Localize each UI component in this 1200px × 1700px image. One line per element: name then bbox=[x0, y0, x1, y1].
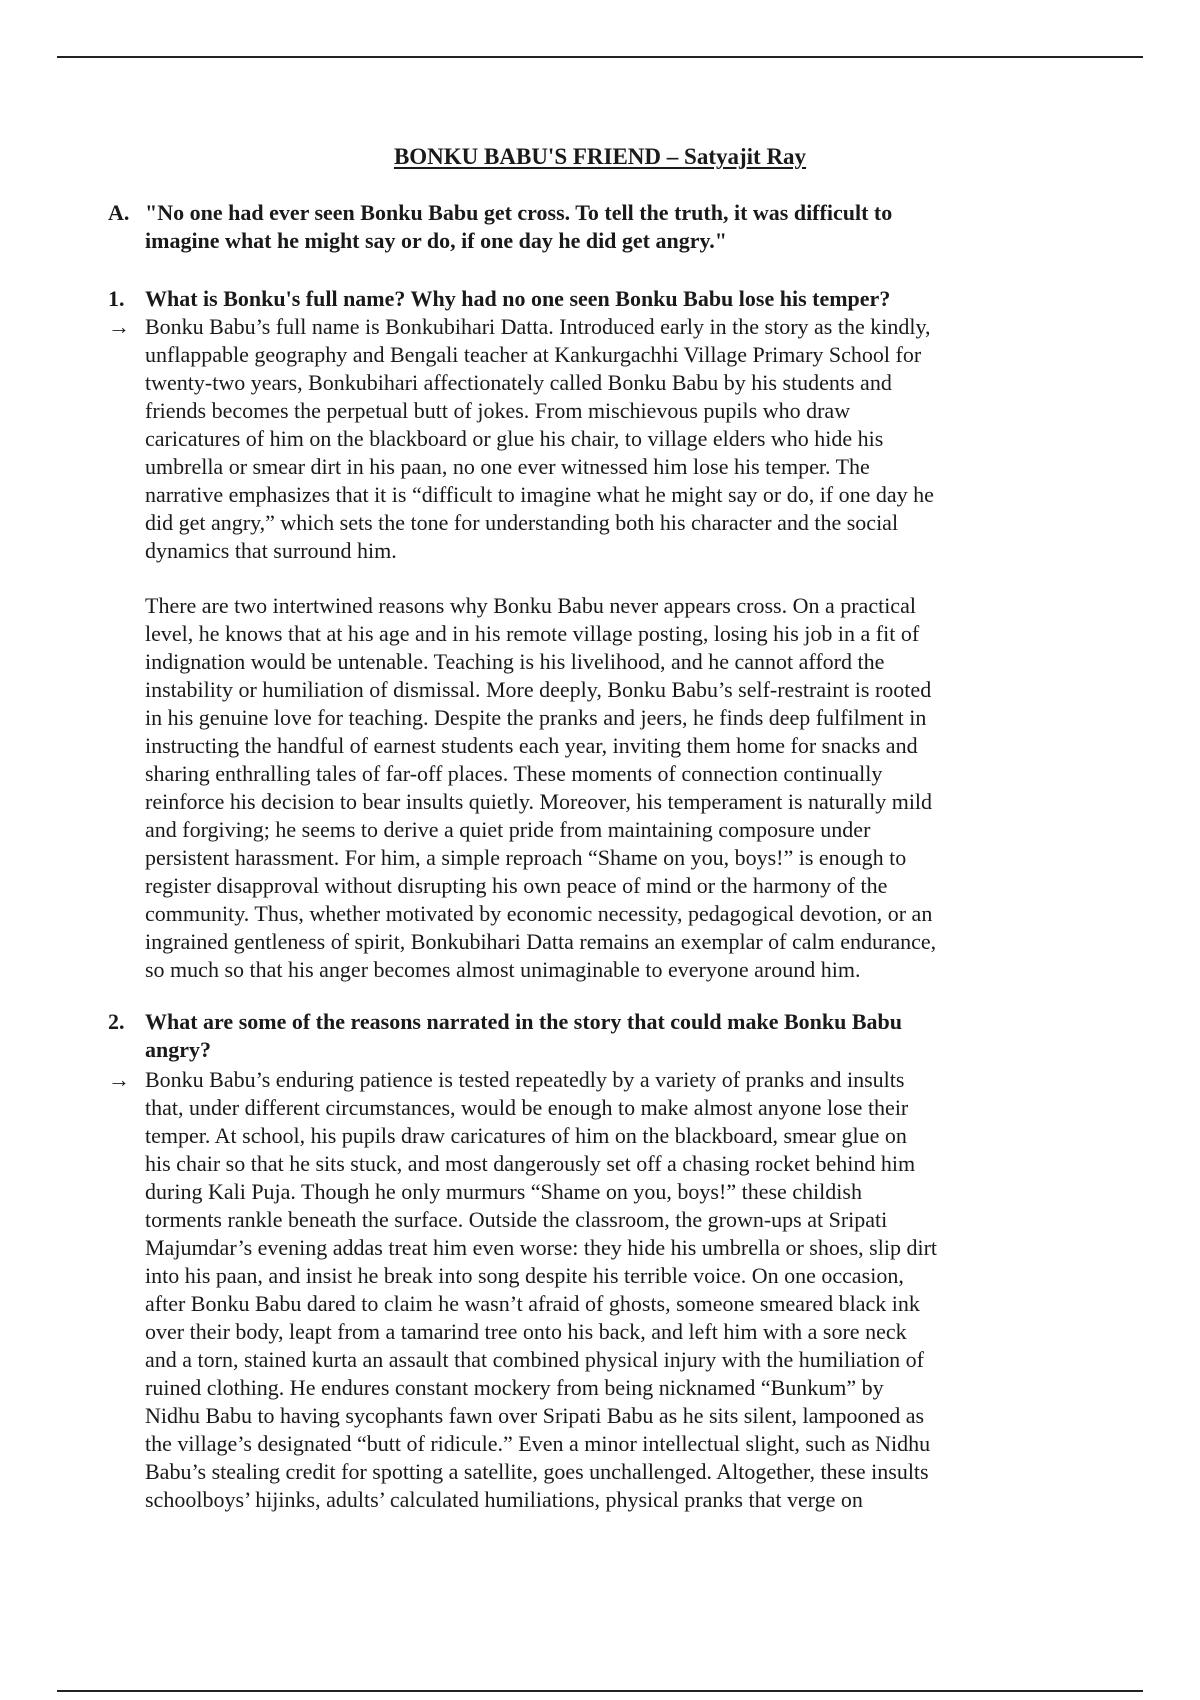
answer-line: and forgiving; he seems to derive a quiet pride from maintaining composure under bbox=[145, 817, 871, 842]
question-2-text: angry? bbox=[145, 1037, 211, 1062]
answer-line: the village’s designated “butt of ridicule.” Even a minor intellectual slight, such as Nidhu bbox=[145, 1431, 931, 1456]
answer-arrow-icon: → bbox=[108, 314, 130, 339]
answer-line: persistent harassment. For him, a simple reproach “Shame on you, boys!” is enough to bbox=[145, 845, 907, 870]
section-a-marker: A. bbox=[108, 200, 130, 225]
question-1-text: What is Bonku's full name? Why had no one seen Bonku Babu lose his temper? bbox=[145, 286, 891, 311]
answer-line: indignation would be untenable. Teaching is his livelihood, and he cannot afford the bbox=[145, 649, 885, 674]
answer-line: ingrained gentleness of spirit, Bonkubihari Datta remains an exemplar of calm endurance, bbox=[145, 929, 937, 954]
answer-line: Bonku Babu’s enduring patience is tested repeatedly by a variety of pranks and insults bbox=[145, 1067, 905, 1092]
answer-line: instability or humiliation of dismissal. More deeply, Bonku Babu’s self-restraint is rooted bbox=[145, 677, 932, 702]
answer-line: temper. At school, his pupils draw caricatures of him on the blackboard, smear glue on bbox=[145, 1123, 907, 1148]
answer-line: Bonku Babu’s full name is Bonkubihari Datta. Introduced early in the story as the kindly, bbox=[145, 314, 931, 339]
answer-line: so much so that his anger becomes almost unimaginable to everyone around him. bbox=[145, 957, 861, 982]
answer-line: into his paan, and insist he break into song despite his terrible voice. On one occasion, bbox=[145, 1263, 904, 1288]
question-1 bbox=[108, 285, 1065, 313]
answer-line: reinforce his decision to bear insults quietly. Moreover, his temperament is naturally mild bbox=[145, 789, 933, 814]
answer-line: Majumdar’s evening addas treat him even worse: they hide his umbrella or shoes, slip dirt bbox=[145, 1235, 938, 1260]
answer-line: There are two intertwined reasons why Bonku Babu never appears cross. On a practical bbox=[145, 593, 916, 618]
question-2-number: 2. bbox=[108, 1009, 125, 1034]
answer-2-paragraph bbox=[108, 1066, 1065, 1514]
document-title: BONKU BABU'S FRIEND – Satyajit Ray bbox=[393, 144, 807, 169]
answer-line: register disapproval without disrupting his own peace of mind or the harmony of the bbox=[145, 873, 888, 898]
answer-1-paragraph-1 bbox=[108, 313, 1065, 565]
answer-line: Babu’s stealing credit for spotting a satellite, goes unchallenged. Altogether, these insults bbox=[145, 1459, 929, 1484]
answer-line: during Kali Puja. Though he only murmurs “Shame on you, boys!” these childish bbox=[145, 1179, 862, 1204]
question-2 bbox=[108, 1008, 1065, 1064]
bottom-rule bbox=[57, 1690, 1143, 1692]
answer-1-paragraph-2 bbox=[145, 592, 1065, 984]
answer-line: after Bonku Babu dared to claim he wasn’t afraid of ghosts, someone smeared black ink bbox=[145, 1291, 920, 1316]
answer-line: ruined clothing. He endures constant mockery from being nicknamed “Bunkum” by bbox=[145, 1375, 884, 1400]
section-a-line: imagine what he might say or do, if one day he did get angry." bbox=[145, 228, 728, 253]
section-a-quote bbox=[108, 199, 1065, 255]
answer-arrow-icon: → bbox=[108, 1067, 130, 1092]
answer-line: unflappable geography and Bengali teacher at Kankurgachhi Village Primary School for bbox=[145, 342, 922, 367]
answer-line: twenty-two years, Bonkubihari affectionately called Bonku Babu by his students and bbox=[145, 370, 892, 395]
answer-line: did get angry,” which sets the tone for understanding both his character and the social bbox=[145, 510, 899, 535]
answer-line: that, under different circumstances, would be enough to make almost anyone lose their bbox=[145, 1095, 909, 1120]
answer-line: and a torn, stained kurta an assault that combined physical injury with the humiliation of bbox=[145, 1347, 924, 1372]
answer-line: torments rankle beneath the surface. Outside the classroom, the grown-ups at Sripati bbox=[145, 1207, 888, 1232]
answer-line: dynamics that surround him. bbox=[145, 538, 397, 563]
answer-line: over their body, leapt from a tamarind tree onto his back, and left him with a sore neck bbox=[145, 1319, 907, 1344]
top-rule bbox=[57, 56, 1143, 58]
answer-line: schoolboys’ hijinks, adults’ calculated humiliations, physical pranks that verge on bbox=[145, 1487, 863, 1512]
answer-line: community. Thus, whether motivated by economic necessity, pedagogical devotion, or an bbox=[145, 901, 933, 926]
answer-line: narrative emphasizes that it is “difficult to imagine what he might say or do, if one day he bbox=[145, 482, 934, 507]
section-a-line: "No one had ever seen Bonku Babu get cross. To tell the truth, it was difficult to bbox=[145, 200, 893, 225]
answer-line: instructing the handful of earnest students each year, inviting them home for snacks and bbox=[145, 733, 918, 758]
answer-line: in his genuine love for teaching. Despite the pranks and jeers, he finds deep fulfilment in bbox=[145, 705, 927, 730]
answer-line: umbrella or smear dirt in his paan, no one ever witnessed him lose his temper. The bbox=[145, 454, 870, 479]
answer-line: sharing enthralling tales of far-off places. These moments of connection continually bbox=[145, 761, 883, 786]
question-1-number: 1. bbox=[108, 286, 125, 311]
answer-line: level, he knows that at his age and in his remote village posting, losing his job in a fit of bbox=[145, 621, 920, 646]
answer-line: his chair so that he sits stuck, and most dangerously set off a chasing rocket behind him bbox=[145, 1151, 916, 1176]
answer-line: Nidhu Babu to having sycophants fawn over Sripati Babu as he sits silent, lampooned as bbox=[145, 1403, 925, 1428]
answer-line: caricatures of him on the blackboard or glue his chair, to village elders who hide his bbox=[145, 426, 884, 451]
answer-line: friends becomes the perpetual butt of jokes. From mischievous pupils who draw bbox=[145, 398, 851, 423]
question-2-text: What are some of the reasons narrated in the story that could make Bonku Babu bbox=[145, 1009, 902, 1034]
